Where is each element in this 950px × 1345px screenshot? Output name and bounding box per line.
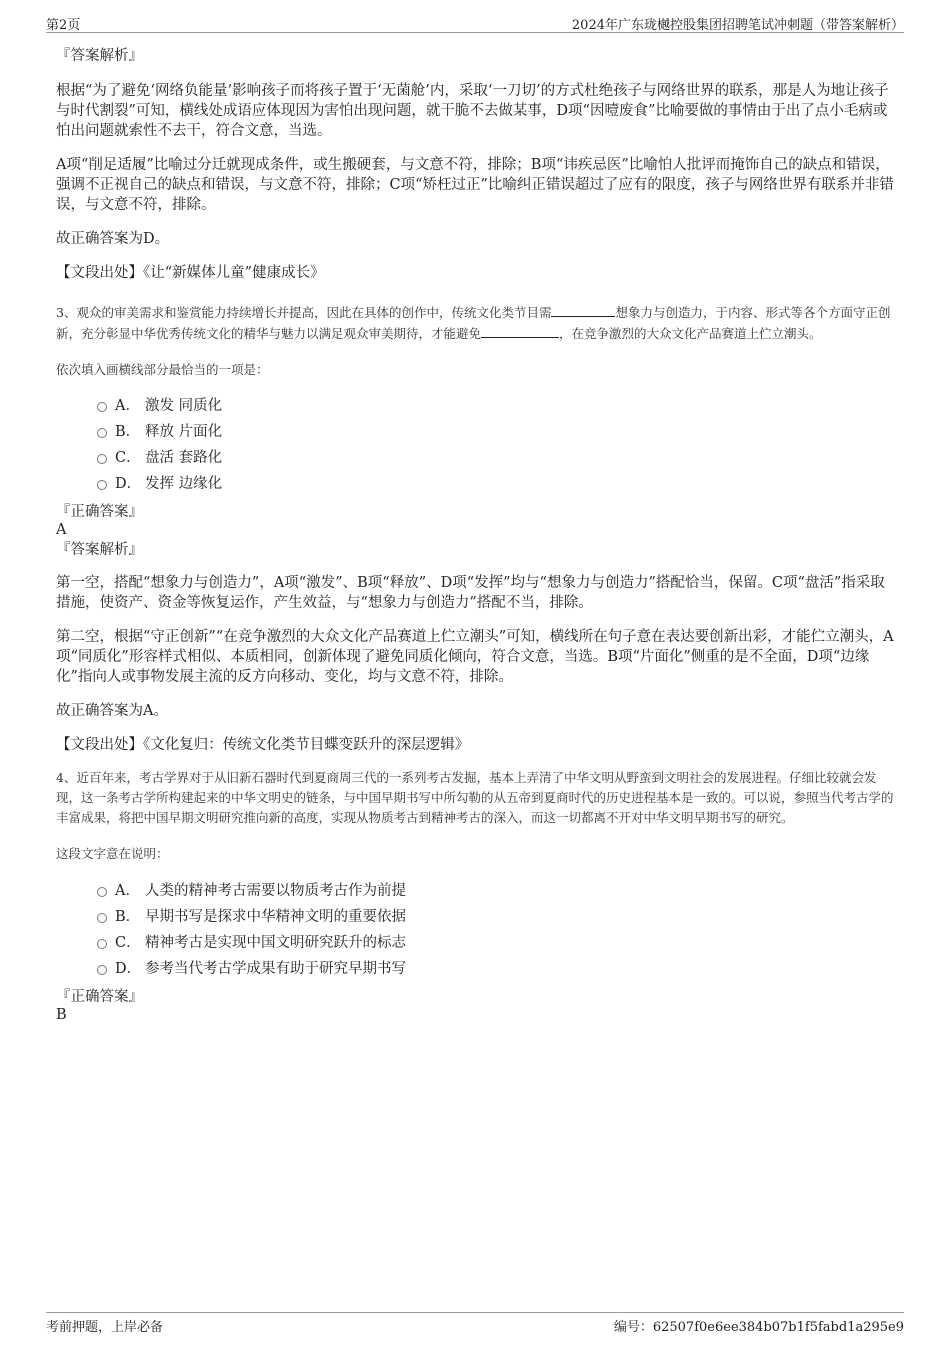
document-title: 2024年广东珑樾控股集团招聘笔试冲刺题（带答案解析） [571, 18, 904, 33]
document-body [56, 44, 896, 1024]
radio-icon[interactable] [97, 454, 107, 464]
q3-option-b[interactable]: B． 释放 片面化 [56, 419, 896, 445]
q2-analysis-para2: A项“削足适履”比喻过分迁就现成条件，或生搬硬套，与文意不符，排除；B项“讳疾忌医”比喻怕人批评而掩饰自己的缺点和错误，强调不正视自己的缺点和错误，与文意不符，排除；C项“矫枉过正”比喻纠正错误超过了应有的限度，孩子与网络世界有联系并非错误，与文意不符，排除。 [56, 157, 894, 213]
q4-option-d[interactable]: D． 参考当代考古学成果有助于研究早期书写 [56, 956, 896, 982]
radio-icon[interactable] [97, 965, 107, 975]
q2-analysis-heading: 『答案解析』 [56, 48, 143, 64]
radio-icon[interactable] [97, 480, 107, 490]
page-header [46, 12, 904, 33]
radio-icon[interactable] [97, 887, 107, 897]
q4-answer: B [56, 1007, 67, 1023]
q3-stem-part2: 想象力与创造力，于内容、形式等各个方面守正创新，充分彰显中华优秀传统文化的精华与魅力以满足观众审美期待，才能避免 [56, 305, 891, 341]
q3-option-a[interactable]: A． 激发 同质化 [56, 393, 896, 419]
q2-conclusion: 故正确答案为D。 [56, 231, 170, 247]
q3-option-d[interactable]: D． 发挥 边缘化 [56, 471, 896, 497]
q3-stem-part1: 3、观众的审美需求和鉴赏能力持续增长并提高，因此在具体的创作中，传统文化类节目需 [56, 305, 552, 320]
footer-slogan: 考前押题，上岸必备 [46, 1320, 164, 1335]
q3-answer: A [56, 522, 67, 538]
q3-blank-1 [551, 302, 615, 317]
q3-blank-2 [481, 323, 559, 338]
q3-analysis-para1: 第一空，搭配“想象力与创造力”，A项“激发”、B项“释放”、D项“发挥”均与“想象力与创造力”搭配恰当，保留。C项“盘活”指采取措施，使资产、资金等恢复运作，产生效益，与“想象力与创造力”搭配不当，排除。 [56, 575, 885, 611]
radio-icon[interactable] [97, 913, 107, 923]
q4-option-b[interactable]: B． 早期书写是探求中华精神文明的重要依据 [56, 904, 896, 930]
q3-analysis-para2: 第二空，根据“守正创新”“在竞争激烈的大众文化产品赛道上伫立潮头”可知，横线所在句子意在表达要创新出彩，才能伫立潮头，A项“同质化”形容样式相似、本质相同，创新体现了避免同质化倾向，符合文意，当选。B项“片面化”侧重的是不全面，D项“边缘化”指向人或事物发展主流的反方向移动、变化，均与文意不符，排除。 [56, 629, 894, 685]
q2-source: 【文段出处】《让“新媒体儿童”健康成长》 [56, 265, 325, 281]
page-number: 第2页 [46, 18, 81, 33]
q3-option-c[interactable]: C． 盘活 套路化 [56, 445, 896, 471]
document-code: 编号：62507f0e6ee384b07b1f5fabd1a295e9 [613, 1320, 904, 1335]
q4-stem: 4、近百年来，考古学界对于从旧新石器时代到夏商周三代的一系列考古发掘，基本上弄清了中华文明从野蛮到文明社会的发展进程。仔细比较就会发现，这一条考古学所构建起来的中华文明史的链条，与中国早期书写中所勾勒的从五帝到夏商时代的历史进程基本是一致的。可以说，参照当代考古学的丰富成果，将把中国早期文明研究推向新的高度，实现从物质考古到精神考古的深入，而这一切都离不开对中华文明早期书写的研究。 [56, 770, 894, 825]
radio-icon[interactable] [97, 428, 107, 438]
q4-options [56, 878, 896, 982]
q2-analysis-para1: 根据“为了避免‘网络负能量’影响孩子而将孩子置于‘无菌舱’内，采取‘一刀切’的方式杜绝孩子与网络世界的联系，那是人为地让孩子与时代割裂”可知，横线处成语应体现因为害怕出现问题，就干脆不去做某事，D项“因噎废食”比喻要做的事情由于出了点小毛病或怕出问题就索性不去干，符合文意，当选。 [56, 83, 889, 139]
q4-answer-heading: 『正确答案』 [56, 989, 143, 1005]
radio-icon[interactable] [97, 402, 107, 412]
q3-answer-heading: 『正确答案』 [56, 504, 143, 520]
q3-analysis-heading: 『答案解析』 [56, 542, 143, 558]
q4-prompt: 这段文字意在说明： [56, 846, 169, 861]
q4-option-c[interactable]: C． 精神考古是实现中国文明研究跃升的标志 [56, 930, 896, 956]
q3-conclusion: 故正确答案为A。 [56, 703, 168, 719]
q4-option-a[interactable]: A． 人类的精神考古需要以物质考古作为前提 [56, 878, 896, 904]
q3-stem-part3: ，在竞争激烈的大众文化产品赛道上伫立潮头。 [559, 326, 822, 341]
q3-options [56, 393, 896, 497]
q3-source: 【文段出处】《文化复归：传统文化类节目蝶变跃升的深层逻辑》 [56, 737, 470, 753]
page-footer [46, 1312, 904, 1337]
q3-stem [56, 302, 896, 344]
radio-icon[interactable] [97, 939, 107, 949]
q3-prompt: 依次填入画横线部分最恰当的一项是： [56, 362, 269, 377]
